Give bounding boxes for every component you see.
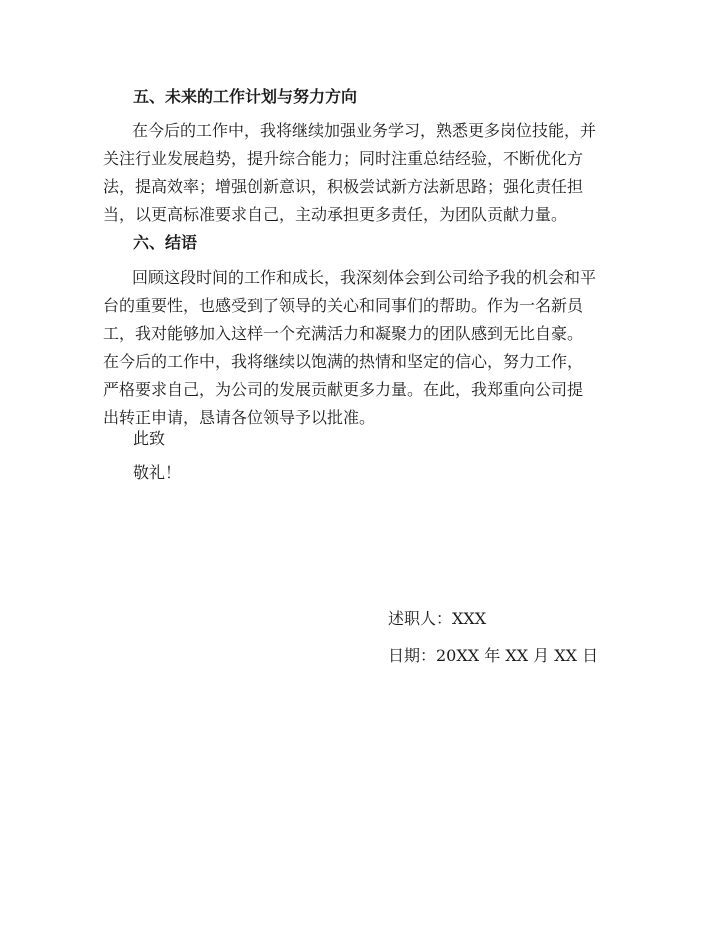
paragraph-line: 当，以更高标准要求自己，主动承担更多责任，为团队贡献力量。 <box>103 205 568 224</box>
section-6-paragraph <box>103 264 623 432</box>
paragraph-line: 在今后的工作中，我将继续以饱满的热情和坚定的信心，努力工作， <box>103 352 584 371</box>
paragraph-line: 工，我对能够加入这样一个充满活力和凝聚力的团队感到无比自豪。 <box>103 324 584 343</box>
section-5-paragraph <box>103 117 623 229</box>
paragraph-line: 关注行业发展趋势，提升综合能力；同时注重总结经验，不断优化方 <box>103 149 584 168</box>
paragraph-line: 回顾这段时间的工作和成长，我深刻体会到公司给予我的机会和平 <box>132 268 597 287</box>
signature-name: 述职人：XXX <box>388 609 487 628</box>
paragraph-line: 法，提高效率；增强创新意识，积极尝试新方法新思路；强化责任担 <box>103 177 584 196</box>
paragraph-line: 在今后的工作中，我将继续加强业务学习，熟悉更多岗位技能，并 <box>132 121 597 140</box>
signature-date: 日期：20XX 年 XX 月 XX 日 <box>388 646 599 665</box>
section-5-heading: 五、未来的工作计划与努力方向 <box>133 87 358 106</box>
paragraph-line: 严格要求自己，为公司的发展贡献更多力量。在此，我郑重向公司提 <box>103 380 584 399</box>
section-6-heading: 六、结语 <box>133 233 198 252</box>
closing-regards: 敬礼！ <box>133 463 182 482</box>
paragraph-line: 出转正申请，恳请各位领导予以批准。 <box>103 408 376 427</box>
paragraph-line: 台的重要性，也感受到了领导的关心和同事们的帮助。作为一名新员 <box>103 296 584 315</box>
closing-salutation: 此致 <box>133 429 166 448</box>
